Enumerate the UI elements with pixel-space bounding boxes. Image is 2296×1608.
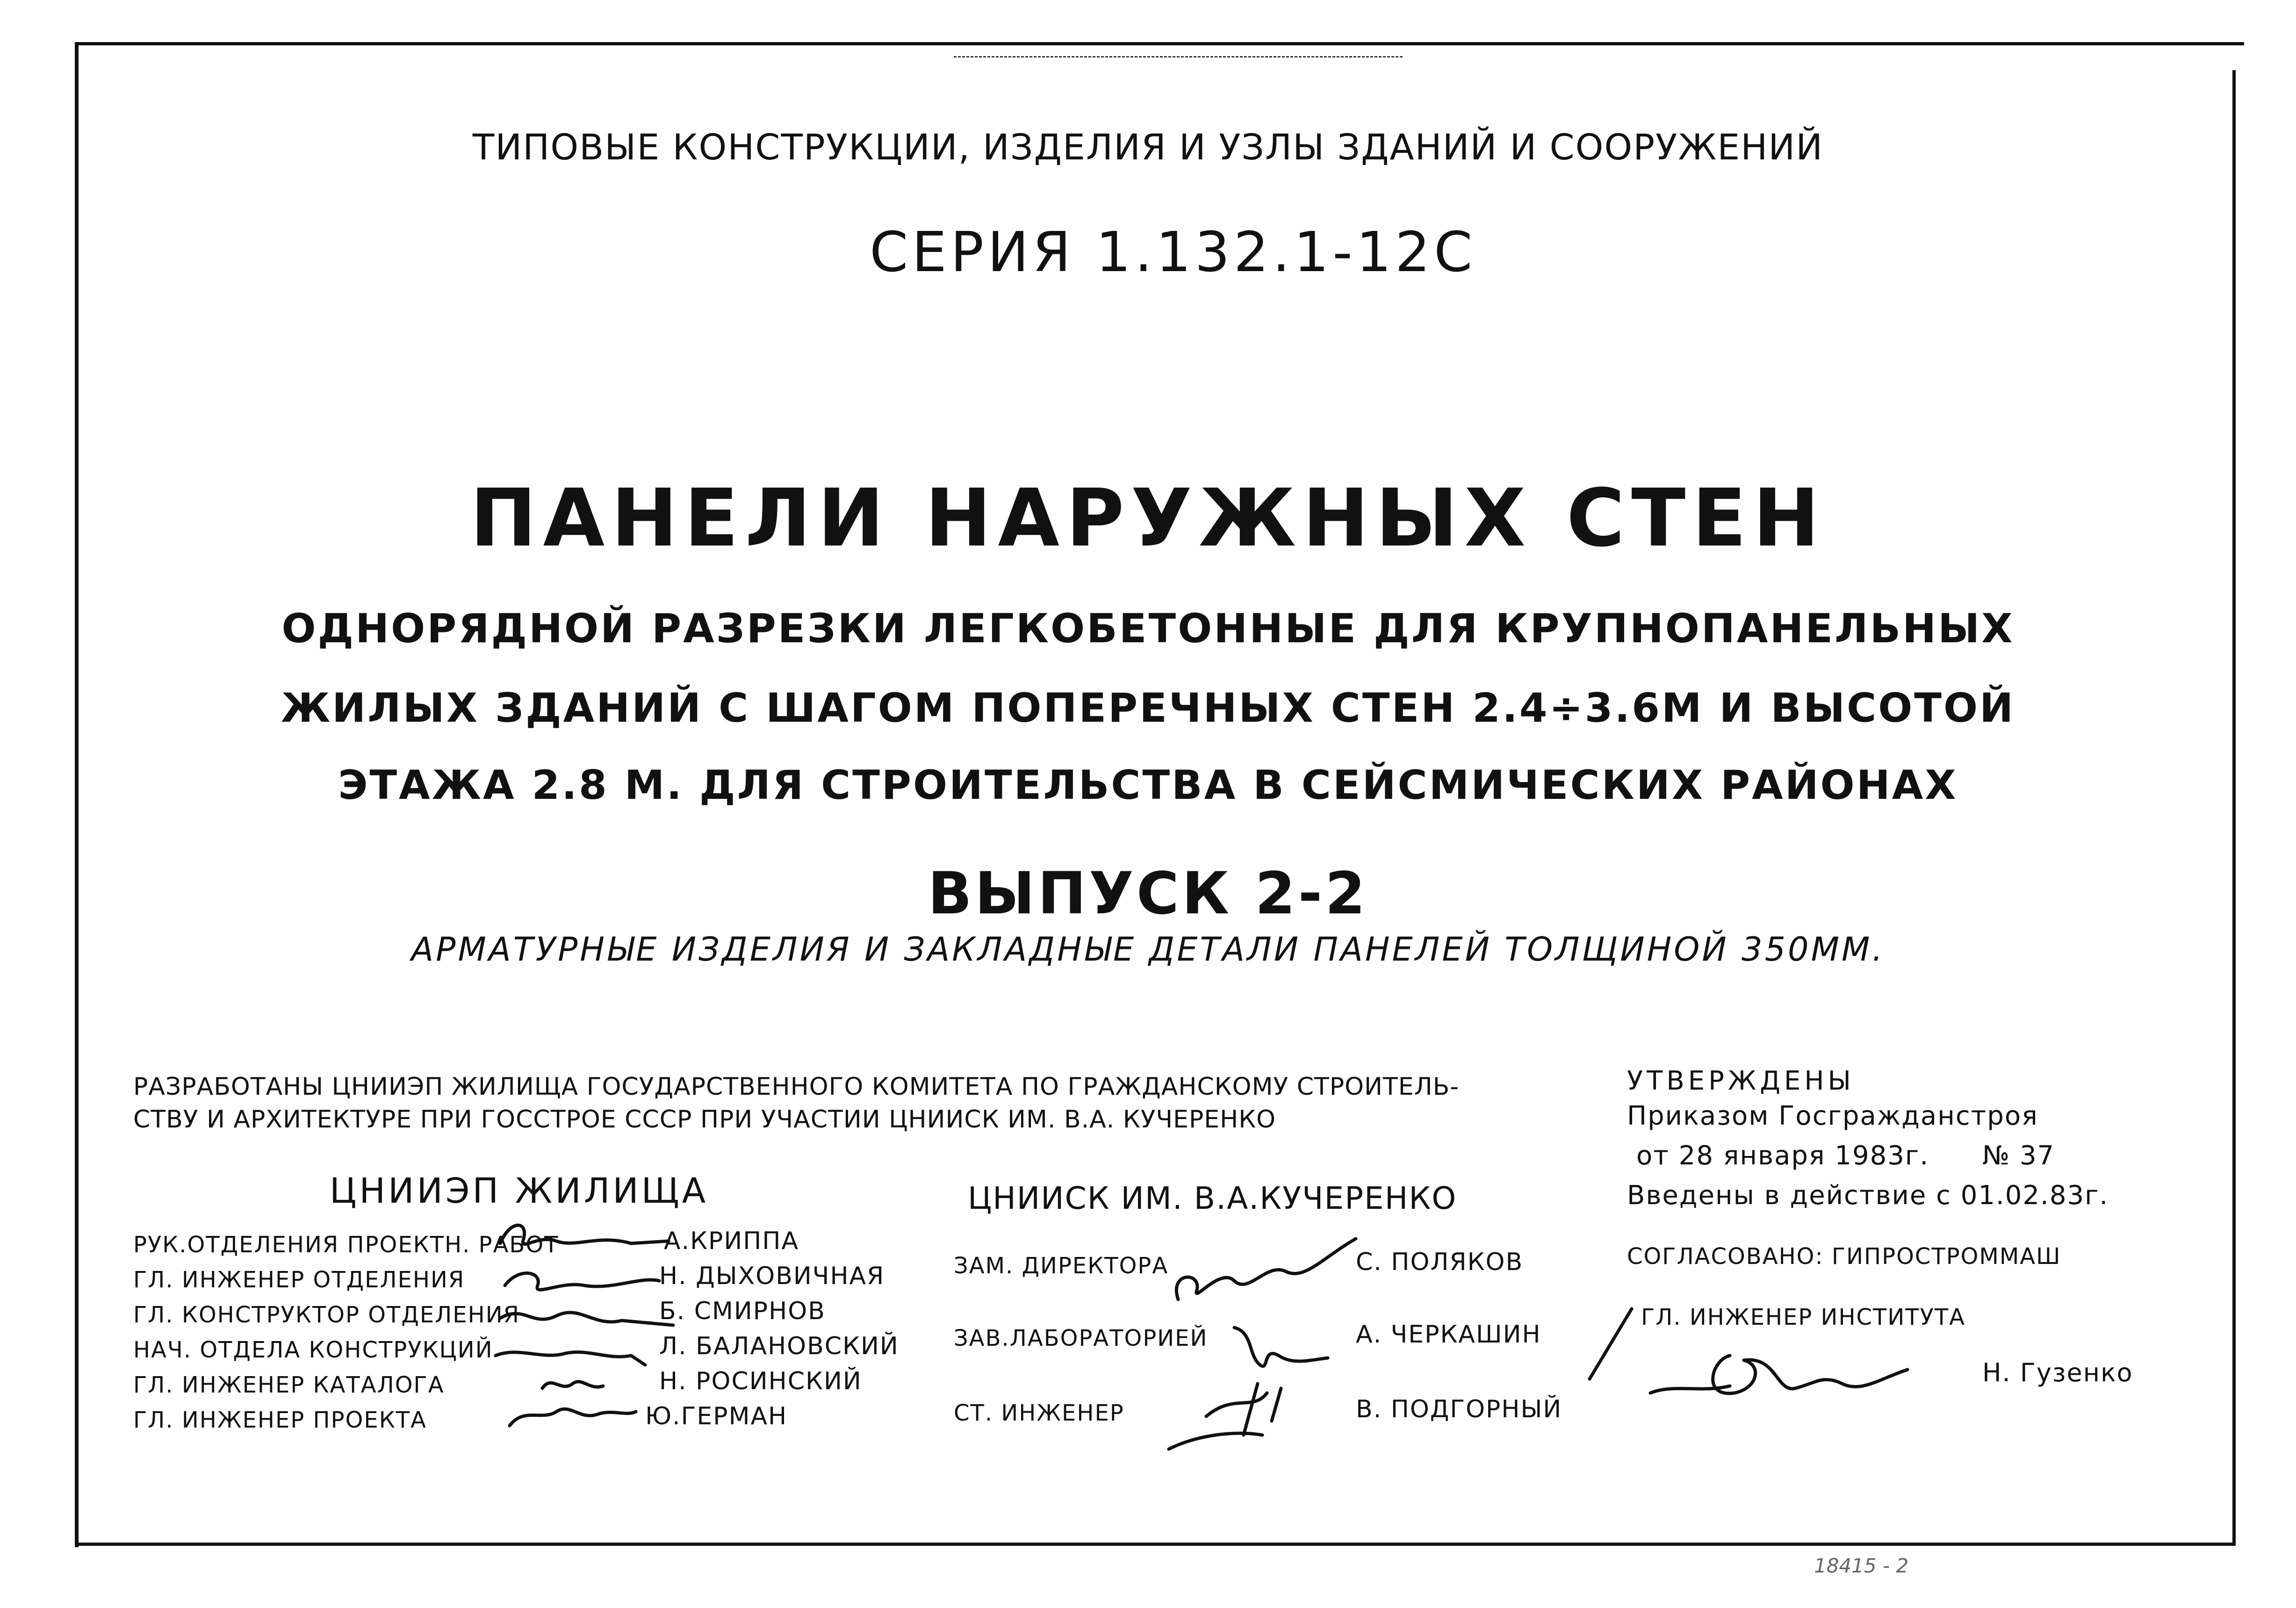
approval-date: от 28 января 1983г. — [1636, 1141, 1929, 1171]
agreed-name: Н. Гузенко — [1982, 1358, 2133, 1387]
org1-name-6: Ю.ГЕРМАН — [645, 1402, 788, 1430]
org1-role-6: ГЛ. ИНЖЕНЕР ПРОЕКТА — [133, 1407, 427, 1433]
signature-cherkashin — [1234, 1328, 1328, 1366]
signature-dykhovichnaya — [505, 1273, 659, 1290]
org1-name-2: Н. ДЫХОВИЧНАЯ — [659, 1262, 885, 1290]
org1-name-1: А.КРИППА — [664, 1227, 799, 1255]
org1-role-5: ГЛ. ИНЖЕНЕР КАТАЛОГА — [133, 1372, 445, 1398]
signature-bracket — [1590, 1309, 1632, 1379]
org1-name: ЦНИИЭП ЖИЛИЩА — [330, 1171, 709, 1211]
main-title: ПАНЕЛИ НАРУЖНЫХ СТЕН — [470, 472, 1826, 565]
subtitle-line-3: ЭТАЖА 2.8 М. ДЛЯ СТРОИТЕЛЬСТВА В СЕЙСМИЧЕСКИХ РАЙОНАХ — [338, 762, 1958, 809]
approval-title: УТВЕРЖДЕНЫ — [1627, 1066, 1855, 1096]
signature-smirnov — [500, 1313, 673, 1325]
org2-name-3: В. ПОДГОРНЫЙ — [1356, 1395, 1562, 1423]
agreed-with: СОГЛАСОВАНО: ГИПРОСТРОММАШ — [1627, 1243, 2061, 1270]
signature-podgorny — [1169, 1384, 1281, 1449]
org1-name-3: Б. СМИРНОВ — [659, 1297, 826, 1325]
org1-role-2: ГЛ. ИНЖЕНЕР ОТДЕЛЕНИЯ — [133, 1267, 465, 1293]
approval-order: Приказом Госгражданстроя — [1627, 1101, 2038, 1131]
org1-signatures — [491, 1215, 687, 1430]
agreed-role: ГЛ. ИНЖЕНЕР ИНСТИТУТА — [1641, 1304, 1966, 1330]
org2-name-2: А. ЧЕРКАШИН — [1356, 1321, 1541, 1349]
series-code: СЕРИЯ 1.132.1-12С — [870, 220, 1476, 284]
frame-border-bottom — [75, 1543, 2236, 1546]
org2-name: ЦНИИСК ИМ. В.А.КУЧЕРЕНКО — [968, 1180, 1457, 1216]
issue-number: ВЫПУСК 2-2 — [928, 860, 1368, 927]
top-dashed-mark — [954, 56, 1403, 57]
org2-role-1: ЗАМ. ДИРЕКТОРА — [954, 1253, 1169, 1279]
org1-role-4: НАЧ. ОТДЕЛА КОНСТРУКЦИЙ — [133, 1337, 493, 1363]
signature-balanovsky — [496, 1352, 645, 1365]
subtitle-line-1: ОДНОРЯДНОЙ РАЗРЕЗКИ ЛЕГКОБЕТОННЫЕ ДЛЯ КРУПНОПАНЕЛЬНЫХ — [281, 605, 2015, 652]
org1-name-4: Л. БАЛАНОВСКИЙ — [659, 1332, 899, 1360]
guzenko-signature — [1580, 1299, 1982, 1421]
org1-role-3: ГЛ. КОНСТРУКТОР ОТДЕЛЕНИЯ — [133, 1302, 520, 1328]
series-header: ТИПОВЫЕ КОНСТРУКЦИИ, ИЗДЕЛИЯ И УЗЛЫ ЗДАНИЙ И СООРУЖЕНИЙ — [472, 126, 1824, 168]
developed-by-line-1: РАЗРАБОТАНЫ ЦНИИЭП ЖИЛИЩА ГОСУДАРСТВЕННОГО КОМИТЕТА ПО ГРАЖДАНСКОМУ СТРОИТЕЛЬ- — [133, 1073, 1460, 1101]
signature-rosinsky — [542, 1382, 603, 1388]
developed-by-line-2: СТВУ И АРХИТЕКТУРЕ ПРИ ГОССТРОЕ СССР ПРИ УЧАСТИИ ЦНИИСК ИМ. В.А. КУЧЕРЕНКО — [133, 1106, 1276, 1134]
approval-effective: Введены в действие с 01.02.83г. — [1627, 1180, 2109, 1211]
frame-border-top — [75, 42, 2244, 45]
org2-name-1: С. ПОЛЯКОВ — [1356, 1248, 1524, 1276]
signature-krippa — [500, 1225, 669, 1244]
signature-guzenko — [1650, 1356, 1907, 1393]
signature-polyakov — [1176, 1239, 1356, 1299]
org2-signatures — [1159, 1215, 1365, 1458]
signature-german — [510, 1409, 636, 1426]
org2-role-2: ЗАВ.ЛАБОРАТОРИЕЙ — [954, 1325, 1208, 1351]
approval-number: № 37 — [1982, 1141, 2055, 1171]
issue-description: АРМАТУРНЫЕ ИЗДЕЛИЯ И ЗАКЛАДНЫЕ ДЕТАЛИ ПАНЕЛЕЙ ТОЛЩИНОЙ 350ММ. — [411, 930, 1885, 969]
org1-role-1: РУК.ОТДЕЛЕНИЯ ПРОЕКТН. РАБОТ — [133, 1232, 559, 1258]
bottom-note: 18415 - 2 — [1814, 1554, 1909, 1577]
org2-role-3: СТ. ИНЖЕНЕР — [954, 1400, 1124, 1426]
org1-name-5: Н. РОСИНСКИЙ — [659, 1367, 862, 1395]
subtitle-line-2: ЖИЛЫХ ЗДАНИЙ С ШАГОМ ПОПЕРЕЧНЫХ СТЕН 2.4÷3.6М И ВЫСОТОЙ — [281, 685, 2015, 732]
